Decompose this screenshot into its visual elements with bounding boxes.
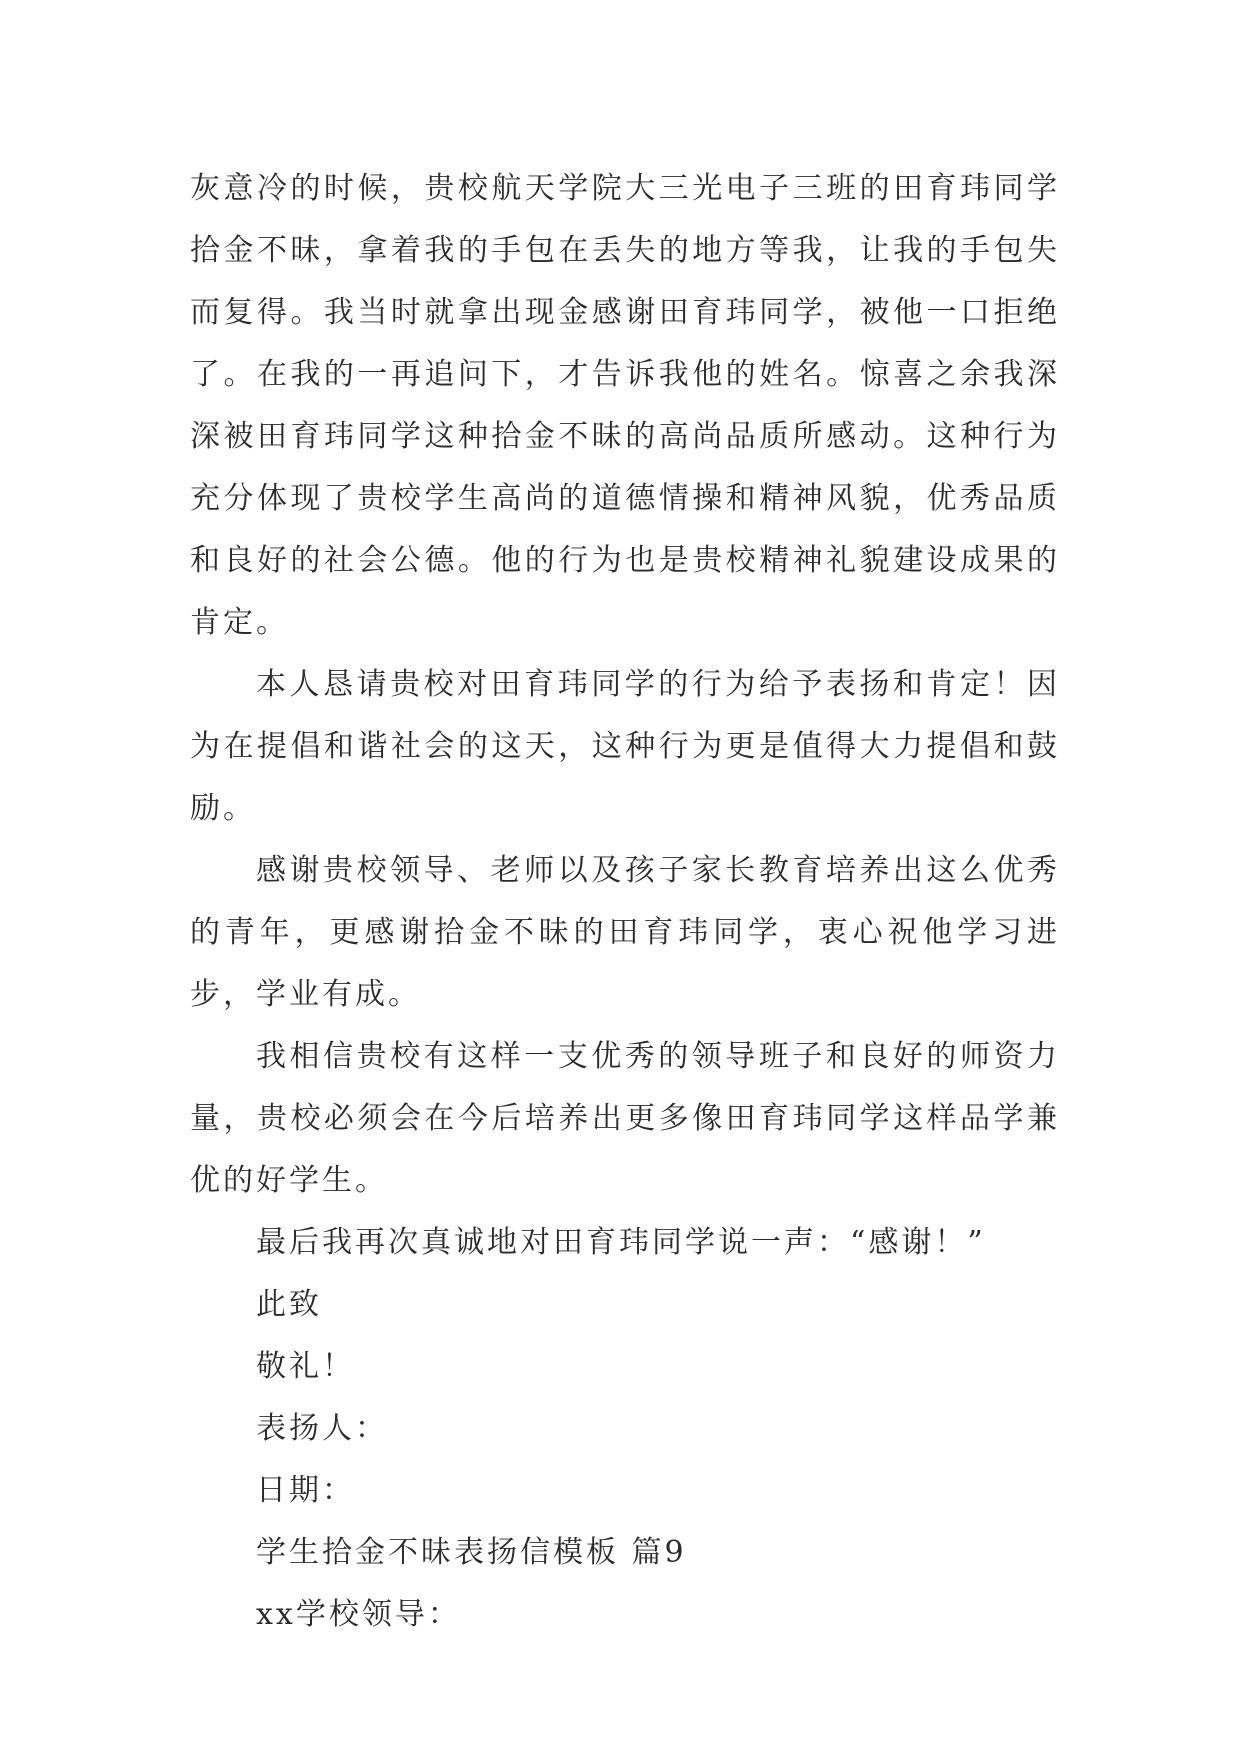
paragraph-continuation: 灰意冷的时候，贵校航天学院大三光电子三班的田育玮同学拾金不昧，拿着我的手包在丢失的地方等我，让我的手包失而复得。我当时就拿出现金感谢田育玮同学，被他一口拒绝了。在我的一再追问下，才告诉我他的姓名。惊喜之余我深深被田育玮同学这种拾金不昧的高尚品质所感动。这种行为充分体现了贵校学生高尚的道德情操和精神风貌，优秀品质和良好的社会公德。他的行为也是贵校精神礼貌建设成果的肯定。 <box>190 171 1060 640</box>
letter-body <box>190 158 1060 1646</box>
salutation-cizhi: 此致 <box>256 1287 322 1322</box>
recipient-line: xx学校领导： <box>256 1597 461 1632</box>
section-heading: 学生拾金不昧表扬信模板 篇9 <box>256 1535 687 1570</box>
paragraph-request-praise: 本人恳请贵校对田育玮同学的行为给予表扬和肯定！因为在提倡和谐社会的这天，这种行为更是值得大力提倡和鼓励。 <box>190 667 1060 826</box>
closing-thanks-line: 最后我再次真诚地对田育玮同学说一声：“感谢！” <box>256 1225 986 1260</box>
signer-label: 表扬人： <box>256 1411 388 1446</box>
paragraph-thanks: 感谢贵校领导、老师以及孩子家长教育培养出这么优秀的青年，更感谢拾金不昧的田育玮同学，衷心祝他学习进步，学业有成。 <box>190 853 1060 1012</box>
date-label: 日期： <box>256 1473 355 1508</box>
paragraph-belief: 我相信贵校有这样一支优秀的领导班子和良好的师资力量，贵校必须会在今后培养出更多像田育玮同学这样品学兼优的好学生。 <box>190 1039 1060 1198</box>
salutation-jingli: 敬礼！ <box>256 1349 355 1384</box>
